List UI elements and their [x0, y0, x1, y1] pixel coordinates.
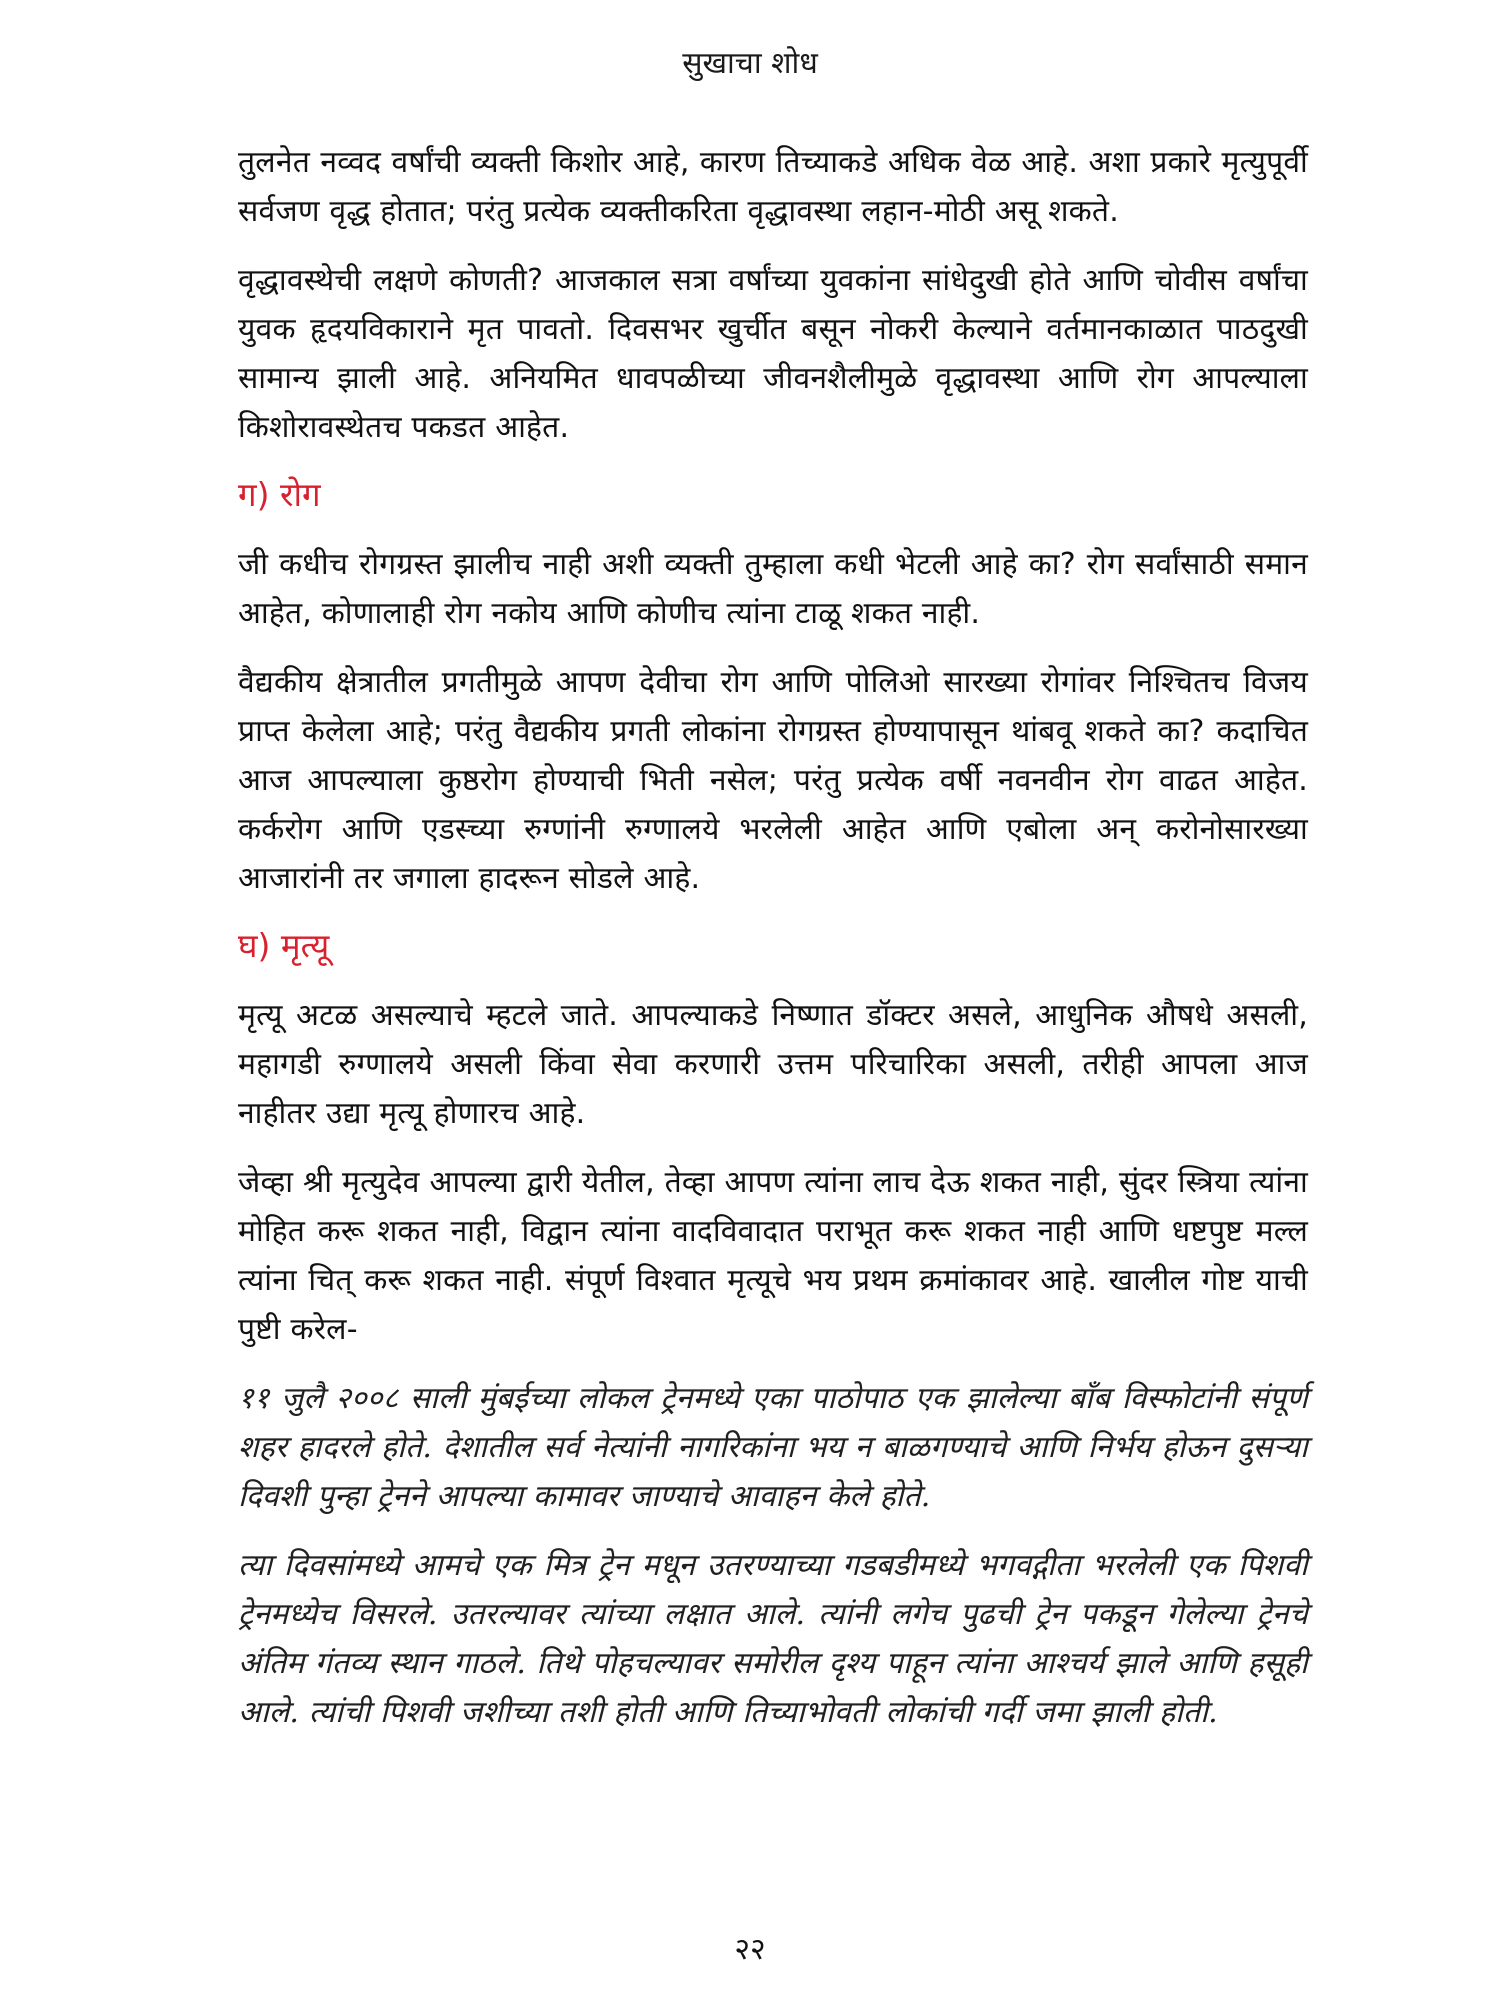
section-heading-disease: ग) रोग: [238, 475, 321, 514]
paragraph-2: वृद्धावस्थेची लक्षणे कोणती? आजकाल सत्रा वर्षांच्या युवकांना सांधेदुखी होते आणि चोवीस वर्षांचा युवक हृदयविकाराने मृत पावतो. दिवसभर खुर्चीत बसून नोकरी केल्याने वर्तमानकाळात पाठदुखी सामान्य झाली आहे. अनियमित धावपळीच्या जीवनशैलीमुळे वृद्धावस्था आणि रोग आपल्याला किशोरावस्थेतच पकडत आहेत.: [238, 263, 1308, 445]
paragraph-3: जी कधीच रोगग्रस्त झालीच नाही अशी व्यक्ती तुम्हाला कधी भेटली आहे का? रोग सर्वांसाठी समान आहेत, कोणालाही रोग नकोय आणि कोणीच त्यांना टाळू शकत नाही.: [238, 547, 1308, 631]
paragraph-6: जेव्हा श्री मृत्युदेव आपल्या द्वारी येतील, तेव्हा आपण त्यांना लाच देऊ शकत नाही, सुंदर स्त्रिया त्यांना मोहित करू शकत नाही, विद्वान त्यांना वादविवादात पराभूत करू शकत नाही आणि धष्टपुष्ट मल्ल त्यांना चित् करू शकत नाही. संपूर्ण विश्वात मृत्यूचे भय प्रथम क्रमांकावर आहे. खालील गोष्ट याची पुष्टी करेल-: [238, 1165, 1308, 1347]
page-content: [238, 138, 1308, 1757]
running-title: सुखाचा शोध: [682, 46, 818, 81]
section-heading-death: घ) मृत्यू: [238, 926, 330, 965]
paragraph-1: तुलनेत नव्वद वर्षांची व्यक्ती किशोर आहे, कारण तिच्याकडे अधिक वेळ आहे. अशा प्रकारे मृत्युपूर्वी सर्वजण वृद्ध होतात; परंतु प्रत्येक व्यक्तीकरिता वृद्धावस्था लहान-मोठी असू शकते.: [238, 145, 1308, 229]
paragraph-4: वैद्यकीय क्षेत्रातील प्रगतीमुळे आपण देवीचा रोग आणि पोलिओ सारख्या रोगांवर निश्चितच विजय प्राप्त केलेला आहे; परंतु वैद्यकीय प्रगती लोकांना रोगग्रस्त होण्यापासून थांबवू शकते का? कदाचित आज आपल्याला कुष्ठरोग होण्याची भिती नसेल; परंतु प्रत्येक वर्षी नवनवीन रोग वाढत आहेत. कर्करोग आणि एडस्च्या रुग्णांनी रुग्णालये भरलेली आहेत आणि एबोला अन् करोनोसारख्या आजारांनी तर जगाला हादरून सोडले आहे.: [238, 665, 1308, 896]
paragraph-5: मृत्यू अटळ असल्याचे म्हटले जाते. आपल्याकडे निष्णात डॉक्टर असले, आधुनिक औषधे असली, महागडी रुग्णालये असली किंवा सेवा करणारी उत्तम परिचारिका असली, तरीही आपला आज नाहीतर उद्या मृत्यू होणारच आहे.: [238, 998, 1308, 1131]
page-number: २२: [734, 1932, 766, 1967]
story-paragraph-2: त्या दिवसांमध्ये आमचे एक मित्र ट्रेन मधून उतरण्याच्या गडबडीमध्ये भगवद्गीता भरलेली एक पिशवी ट्रेनमध्येच विसरले. उतरल्यावर त्यांच्या लक्षात आले. त्यांनी लगेच पुढची ट्रेन पकडून गेलेल्या ट्रेनचे अंतिम गंतव्य स्थान गाठले. तिथे पोहचल्यावर समोरील दृश्य पाहून त्यांना आश्चर्य झाले आणि हसूही आले. त्यांची पिशवी जशीच्या तशी होती आणि तिच्याभोवती लोकांची गर्दी जमा झाली होती.: [238, 1548, 1308, 1730]
story-paragraph-1: ११ जुलै २००८ साली मुंबईच्या लोकल ट्रेनमध्ये एका पाठोपाठ एक झालेल्या बाँब विस्फोटांनी संपूर्ण शहर हादरले होते. देशातील सर्व नेत्यांनी नागरिकांना भय न बाळगण्याचे आणि निर्भय होऊन दुसऱ्या दिवशी पुन्हा ट्रेनने आपल्या कामावर जाण्याचे आवाहन केले होते.: [238, 1381, 1308, 1514]
